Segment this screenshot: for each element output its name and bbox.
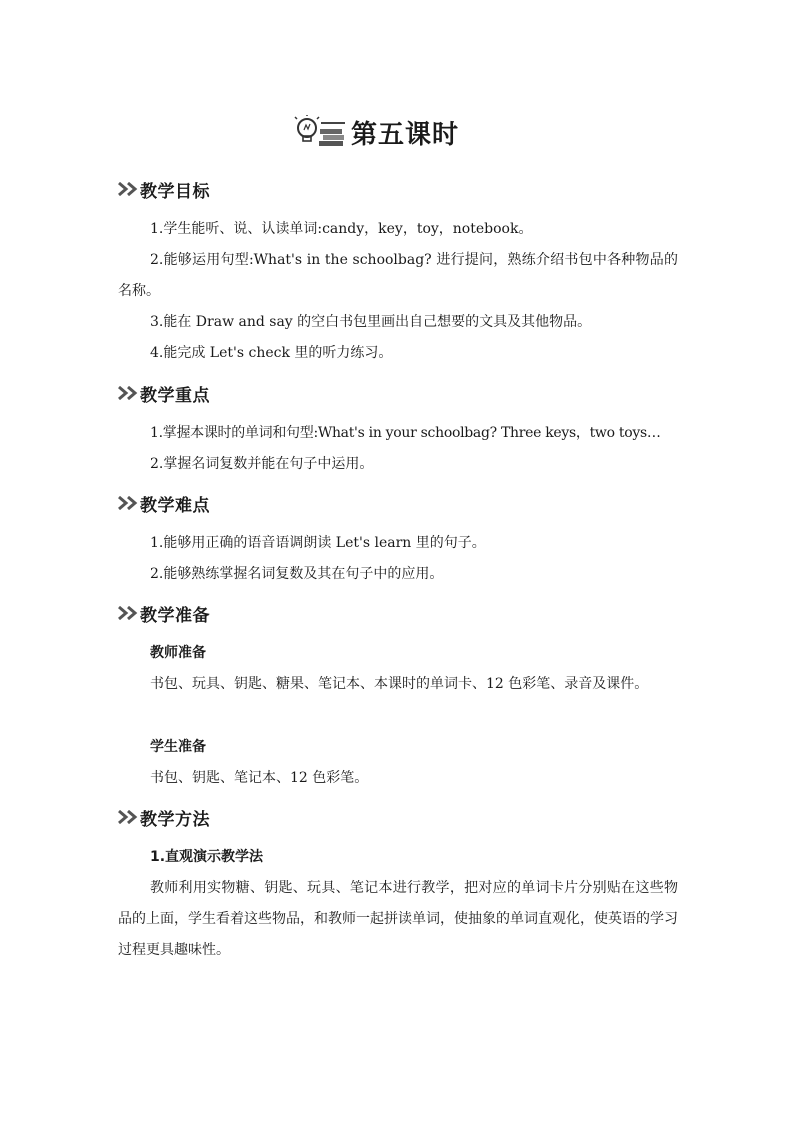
section-header-key-points bbox=[118, 380, 210, 406]
double-chevron-icon bbox=[118, 386, 138, 400]
double-chevron-icon bbox=[118, 496, 138, 510]
key-point-item-2: 2.掌握名词复数并能在句子中运用。 bbox=[150, 456, 374, 472]
section-title-key-points: 教学重点 bbox=[140, 385, 210, 406]
difficulty-item-1: 1.能够用正确的语音语调朗读 Let's learn 里的句子。 bbox=[150, 535, 486, 551]
lightbulb-books-icon bbox=[293, 115, 347, 149]
teacher-prep-label: 教师准备 bbox=[150, 645, 206, 661]
teacher-prep-text: 书包、玩具、钥匙、糖果、笔记本、本课时的单词卡、12 色彩笔、录音及课件。 bbox=[150, 676, 649, 692]
section-title-methods: 教学方法 bbox=[140, 809, 210, 830]
double-chevron-icon bbox=[118, 810, 138, 824]
objective-item-3: 3.能在 Draw and say 的空白书包里画出自己想要的文具及其他物品。 bbox=[150, 314, 592, 330]
section-header-objectives bbox=[118, 176, 210, 202]
section-title-objectives: 教学目标 bbox=[140, 181, 210, 202]
section-title-preparation: 教学准备 bbox=[140, 605, 210, 626]
objective-item-4: 4.能完成 Let's check 里的听力练习。 bbox=[150, 345, 393, 361]
objective-item-1: 1.学生能听、说、认读单词:candy，key，toy，notebook。 bbox=[150, 221, 533, 237]
lesson-title: 第五课时 bbox=[350, 119, 459, 150]
key-point-item-1: 1.掌握本课时的单词和句型:What's in your schoolbag? Three keys，two toys… bbox=[150, 425, 661, 441]
difficulty-item-2: 2.能够熟练掌握名词复数及其在句子中的应用。 bbox=[150, 566, 444, 582]
student-prep-label: 学生准备 bbox=[150, 739, 206, 755]
section-header-difficulties bbox=[118, 490, 210, 516]
section-title-difficulties: 教学难点 bbox=[140, 495, 210, 516]
student-prep-text: 书包、钥匙、笔记本、12 色彩笔。 bbox=[150, 770, 369, 786]
lesson-title-row bbox=[118, 112, 678, 152]
double-chevron-icon bbox=[118, 606, 138, 620]
double-chevron-icon bbox=[118, 182, 138, 196]
objective-item-2: 2.能够运用句型:What's in the schoolbag? 进行提问，熟练介绍书包中各种物品的名称。 bbox=[118, 252, 678, 299]
section-header-methods bbox=[118, 804, 210, 830]
section-header-preparation bbox=[118, 600, 210, 626]
method-1-text: 教师利用实物糖、钥匙、玩具、笔记本进行教学，把对应的单词卡片分别贴在这些物品的上面，学生看着这些物品，和教师一起拼读单词，使抽象的单词直观化，使英语的学习过程更具趣味性。 bbox=[118, 880, 678, 958]
method-1-label: 1.直观演示教学法 bbox=[150, 849, 264, 865]
